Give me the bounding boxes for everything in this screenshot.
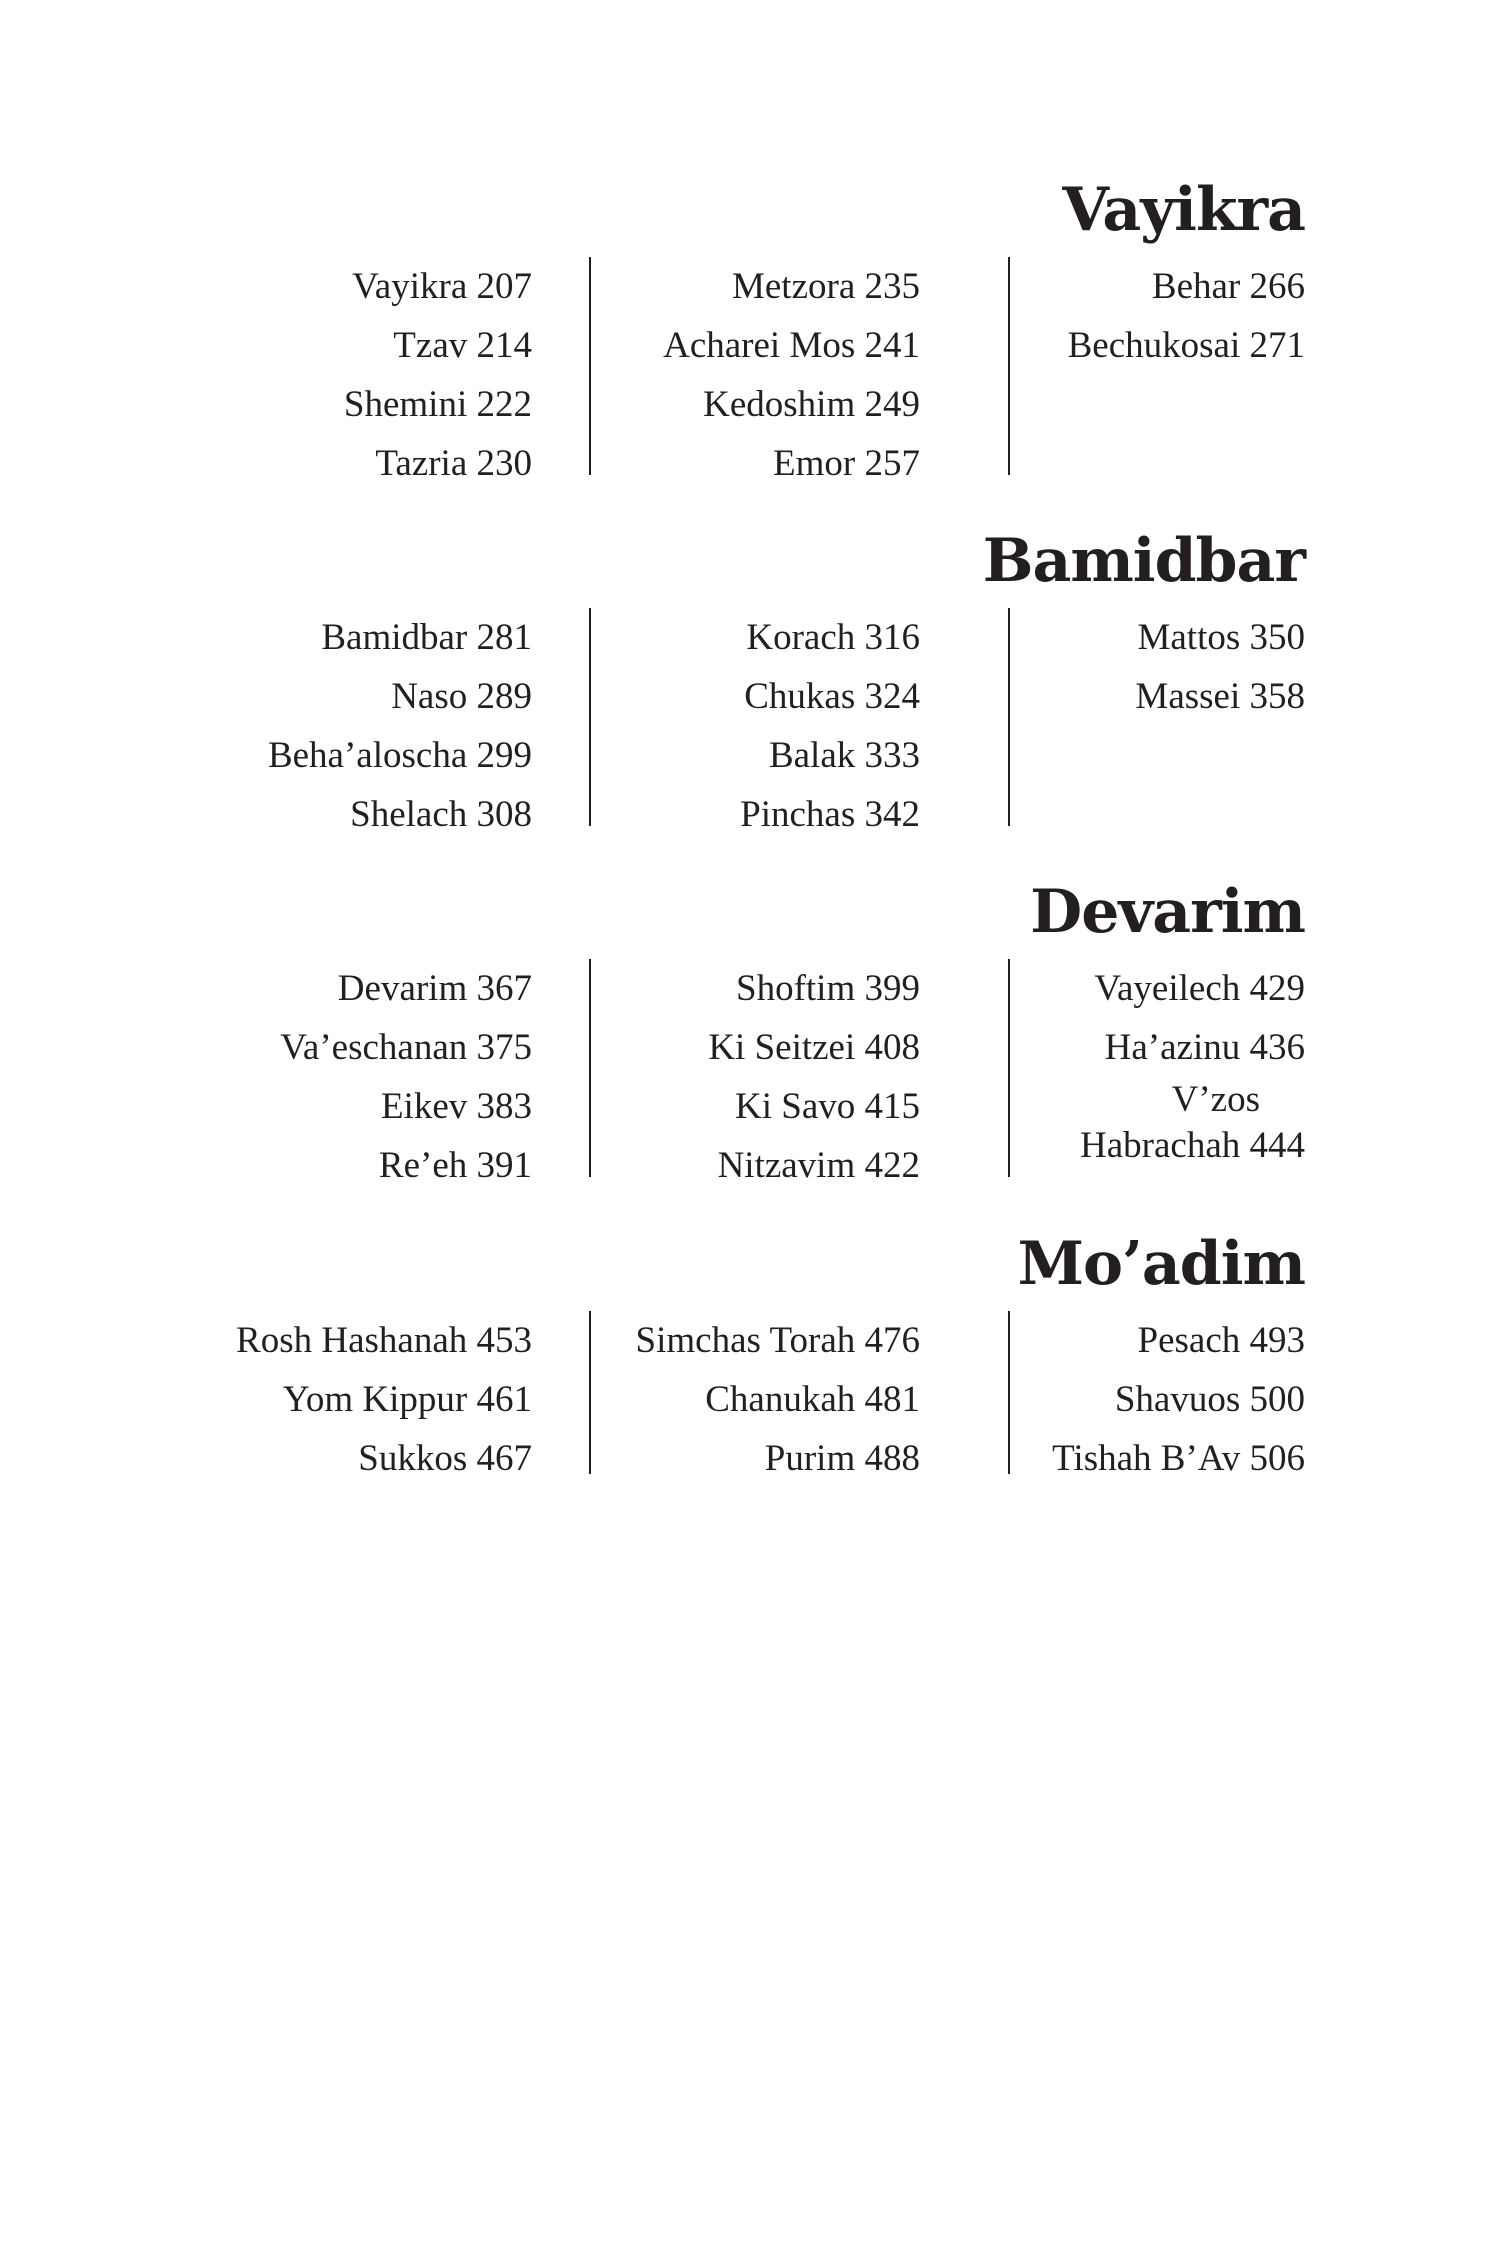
entry-name: Naso bbox=[391, 676, 468, 717]
entry-name: Behar bbox=[1151, 266, 1241, 307]
toc-entry[interactable] bbox=[152, 1429, 532, 1488]
entry-name: Ki Savo bbox=[735, 1086, 856, 1127]
entry-page: 488 bbox=[864, 1438, 920, 1479]
toc-column-3 bbox=[965, 257, 1305, 375]
entry-page: 324 bbox=[864, 676, 920, 717]
entry-name: Eikev bbox=[380, 1086, 468, 1127]
toc-entry[interactable] bbox=[152, 1018, 532, 1077]
toc-entry[interactable] bbox=[965, 959, 1305, 1018]
entry-page: 383 bbox=[476, 1086, 532, 1127]
entry-page: 506 bbox=[1249, 1438, 1305, 1479]
toc-entry[interactable] bbox=[152, 434, 532, 493]
toc-entry[interactable] bbox=[540, 1136, 920, 1195]
entry-name: Bamidbar bbox=[321, 617, 468, 658]
entry-name: Mattos bbox=[1137, 617, 1241, 658]
entry-name: Tishah B’Av bbox=[1052, 1438, 1241, 1479]
toc-column-1 bbox=[152, 1311, 532, 1488]
entry-name: Re’eh bbox=[378, 1145, 468, 1186]
toc-entry[interactable] bbox=[152, 375, 532, 434]
entry-page: 271 bbox=[1249, 325, 1305, 366]
toc-entry[interactable] bbox=[540, 726, 920, 785]
entry-name: Pinchas bbox=[740, 794, 856, 835]
entry-page: 399 bbox=[864, 968, 920, 1009]
entry-page: 408 bbox=[864, 1027, 920, 1068]
toc-entry[interactable] bbox=[540, 785, 920, 844]
entry-page: 367 bbox=[476, 968, 532, 1009]
entry-name: Tazria bbox=[375, 443, 468, 484]
toc-entry[interactable] bbox=[965, 1370, 1305, 1429]
toc-entry[interactable] bbox=[152, 1370, 532, 1429]
entry-page: 214 bbox=[476, 325, 532, 366]
toc-entry[interactable] bbox=[965, 316, 1305, 375]
toc-column-1 bbox=[152, 959, 532, 1195]
entry-name: Nitzavim bbox=[717, 1145, 856, 1186]
entry-name: Kedoshim bbox=[703, 384, 856, 425]
toc-entry[interactable] bbox=[965, 608, 1305, 667]
entry-name: Metzora bbox=[731, 266, 856, 307]
toc-column-3 bbox=[965, 1311, 1305, 1488]
toc-entry[interactable] bbox=[540, 959, 920, 1018]
entry-name: Vayikra bbox=[352, 266, 468, 307]
entry-name: Massei bbox=[1135, 676, 1241, 717]
entry-page: 241 bbox=[864, 325, 920, 366]
toc-entry[interactable] bbox=[152, 316, 532, 375]
entry-name: Shemini bbox=[343, 384, 468, 425]
section-title: Devarim bbox=[1030, 877, 1305, 947]
entry-name: Bechukosai bbox=[1067, 325, 1241, 366]
entry-name: Tzav bbox=[393, 325, 468, 366]
toc-entry[interactable] bbox=[540, 257, 920, 316]
entry-page: 257 bbox=[864, 443, 920, 484]
entry-page: 281 bbox=[476, 617, 532, 658]
toc-entry[interactable] bbox=[152, 1311, 532, 1370]
entry-name: Shoftim bbox=[736, 968, 856, 1009]
entry-page: 467 bbox=[476, 1438, 532, 1479]
toc-column-2 bbox=[540, 959, 920, 1195]
entry-name: Ha’azinu bbox=[1104, 1027, 1241, 1068]
toc-entry[interactable] bbox=[540, 608, 920, 667]
toc-column-1 bbox=[152, 608, 532, 844]
toc-entry[interactable] bbox=[152, 257, 532, 316]
entry-page: 436 bbox=[1249, 1027, 1305, 1068]
toc-entry[interactable] bbox=[540, 1077, 920, 1136]
toc-entry[interactable] bbox=[540, 1429, 920, 1488]
entry-page: 481 bbox=[864, 1379, 920, 1420]
toc-column-2 bbox=[540, 257, 920, 493]
toc-entry[interactable] bbox=[540, 375, 920, 434]
toc-column-2 bbox=[540, 1311, 920, 1488]
entry-page: 493 bbox=[1249, 1320, 1305, 1361]
entry-page: 230 bbox=[476, 443, 532, 484]
toc-entry[interactable] bbox=[965, 1429, 1305, 1488]
entry-page: 299 bbox=[476, 735, 532, 776]
entry-name: Habrachah bbox=[1080, 1125, 1241, 1166]
toc-entry[interactable] bbox=[965, 1018, 1305, 1077]
entry-name: Ki Seitzei bbox=[708, 1027, 856, 1068]
section-title: Bamidbar bbox=[982, 526, 1305, 596]
entry-name: Va’eschanan bbox=[280, 1027, 468, 1068]
entry-name: Yom Kippur bbox=[282, 1379, 468, 1420]
entry-page: 453 bbox=[476, 1320, 532, 1361]
entry-name: Emor bbox=[773, 443, 856, 484]
section-title: Mo’adim bbox=[1017, 1229, 1305, 1299]
entry-page: 266 bbox=[1249, 266, 1305, 307]
entry-name: Balak bbox=[768, 735, 856, 776]
toc-entry[interactable] bbox=[965, 667, 1305, 726]
entry-page: 249 bbox=[864, 384, 920, 425]
entry-page: 375 bbox=[476, 1027, 532, 1068]
toc-entry[interactable] bbox=[152, 959, 532, 1018]
toc-entry[interactable] bbox=[540, 1370, 920, 1429]
entry-name: Shavuos bbox=[1114, 1379, 1241, 1420]
entry-page: 500 bbox=[1249, 1379, 1305, 1420]
entry-page: 342 bbox=[864, 794, 920, 835]
toc-entry[interactable] bbox=[540, 434, 920, 493]
entry-page: 289 bbox=[476, 676, 532, 717]
section-title: Vayikra bbox=[1062, 175, 1305, 245]
entry-page: 222 bbox=[476, 384, 532, 425]
entry-name: Devarim bbox=[337, 968, 468, 1009]
toc-column-3 bbox=[965, 959, 1305, 1169]
entry-page: 308 bbox=[476, 794, 532, 835]
toc-column-3 bbox=[965, 608, 1305, 726]
toc-entry[interactable] bbox=[540, 1018, 920, 1077]
toc-column-1 bbox=[152, 257, 532, 493]
entry-name: Simchas Torah bbox=[635, 1320, 856, 1361]
entry-name: Sukkos bbox=[358, 1438, 468, 1479]
entry-page: 429 bbox=[1249, 968, 1305, 1009]
entry-page: 207 bbox=[476, 266, 532, 307]
entry-page: 391 bbox=[476, 1145, 532, 1186]
toc-column-2 bbox=[540, 608, 920, 844]
entry-page: 444 bbox=[1249, 1125, 1305, 1166]
entry-name: Shelach bbox=[350, 794, 468, 835]
entry-page: 235 bbox=[864, 266, 920, 307]
entry-name: Korach bbox=[746, 617, 856, 658]
entry-page: 333 bbox=[864, 735, 920, 776]
entry-name: Pesach bbox=[1137, 1320, 1241, 1361]
entry-name: Purim bbox=[764, 1438, 856, 1479]
entry-name: Vayeilech bbox=[1094, 968, 1241, 1009]
entry-name: Beha’aloscha bbox=[267, 735, 468, 776]
entry-page: 422 bbox=[864, 1145, 920, 1186]
toc-entry[interactable] bbox=[965, 1077, 1305, 1169]
entry-name: Chanukah bbox=[705, 1379, 856, 1420]
entry-name-line-1: V’zos bbox=[1171, 1079, 1260, 1120]
toc-entry[interactable] bbox=[152, 667, 532, 726]
entry-name-line-2 bbox=[965, 1123, 1305, 1169]
entry-page: 358 bbox=[1249, 676, 1305, 717]
entry-page: 415 bbox=[864, 1086, 920, 1127]
toc-entry[interactable] bbox=[965, 257, 1305, 316]
entry-name: Chukas bbox=[744, 676, 856, 717]
toc-entry[interactable] bbox=[965, 1311, 1305, 1370]
entry-page: 461 bbox=[476, 1379, 532, 1420]
entry-name: Acharei Mos bbox=[663, 325, 856, 366]
toc-entry[interactable] bbox=[152, 1077, 532, 1136]
toc-entry[interactable] bbox=[152, 726, 532, 785]
toc-entry[interactable] bbox=[152, 1136, 532, 1195]
toc-entry[interactable] bbox=[152, 608, 532, 667]
toc-entry[interactable] bbox=[152, 785, 532, 844]
entry-page: 476 bbox=[864, 1320, 920, 1361]
toc-entry[interactable] bbox=[540, 316, 920, 375]
toc-entry[interactable] bbox=[540, 667, 920, 726]
toc-entry[interactable] bbox=[540, 1311, 920, 1370]
entry-page: 316 bbox=[864, 617, 920, 658]
entry-page: 350 bbox=[1249, 617, 1305, 658]
entry-name: Rosh Hashanah bbox=[236, 1320, 468, 1361]
